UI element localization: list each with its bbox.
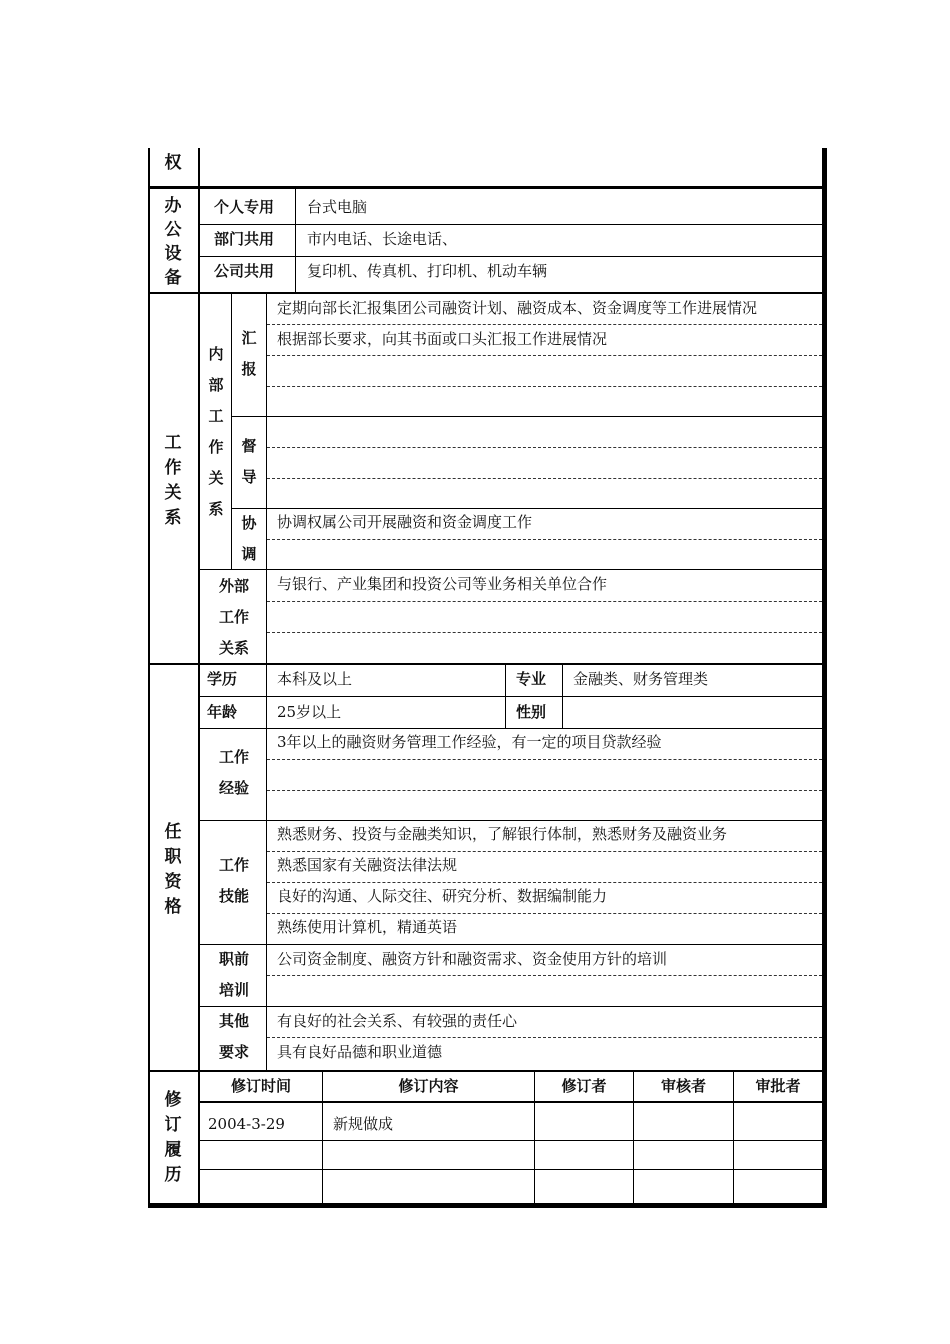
- skills-line: 良好的沟通、人际交往、研究分析、数据编制能力: [277, 887, 608, 905]
- table-left-border: [148, 148, 150, 1208]
- equipment-department-value: 市内电话、长途电话、: [307, 230, 458, 248]
- qualification-row-rule: [200, 696, 822, 697]
- skills-line: 熟悉国家有关融资法律法规: [277, 856, 458, 874]
- training-bottom-rule: [200, 1006, 822, 1007]
- equipment-row-rule: [200, 224, 822, 225]
- dashed-line: [267, 324, 822, 325]
- major-label: 专业: [516, 670, 547, 688]
- skills-line: 熟悉财务、投资与金融类知识，了解银行体制，熟悉财务及融资业务: [277, 825, 728, 843]
- dashed-line: [267, 759, 822, 760]
- skills-label: 工作技能: [218, 856, 249, 905]
- revision-row-rule: [200, 1169, 822, 1170]
- supervise-bottom-rule: [231, 508, 822, 509]
- equipment-personal-value: 台式电脑: [307, 198, 368, 216]
- major-value: 金融类、财务管理类: [573, 670, 709, 688]
- revision-header-reviewer: 审核者: [660, 1077, 706, 1095]
- revision-header-content: 修订内容: [398, 1077, 459, 1095]
- table-bottom-border: [148, 1203, 827, 1208]
- revision-header-reviser: 修订者: [561, 1077, 607, 1095]
- relations-bottom-rule: [148, 663, 822, 665]
- equipment-company-value: 复印机、传真机、打印机、机动车辆: [307, 262, 548, 280]
- dashed-line: [267, 601, 822, 602]
- revision-history-label: 修订履历: [164, 1090, 182, 1185]
- dashed-line: [267, 386, 822, 387]
- dashed-line: [267, 447, 822, 448]
- experience-line: 3年以上的融资财务管理工作经验，有一定的项目贷款经验: [277, 733, 662, 751]
- equipment-department-label: 部门共用: [214, 230, 275, 248]
- revision-header-time: 修订时间: [230, 1077, 291, 1095]
- dashed-line: [267, 355, 822, 356]
- dashed-line: [267, 913, 822, 914]
- qualifications-label: 任职资格: [164, 822, 182, 917]
- external-relations-label: 外部工作关系: [218, 577, 249, 657]
- dashed-line: [267, 851, 822, 852]
- experience-label: 工作经验: [218, 748, 249, 797]
- revision-content: 新规做成: [333, 1115, 394, 1133]
- report-line: 定期向部长汇报集团公司融资计划、融资成本、资金调度等工作进展情况: [277, 299, 758, 317]
- dashed-line: [267, 882, 822, 883]
- report-label: 汇报: [241, 329, 257, 378]
- revision-header-rule: [200, 1101, 822, 1103]
- relations-internal-divider: [231, 294, 232, 569]
- training-label: 职前培训: [218, 950, 249, 999]
- coordinate-label: 协调: [241, 514, 257, 563]
- revision-row-rule: [200, 1140, 822, 1141]
- internal-bottom-rule: [200, 569, 822, 570]
- dashed-line: [267, 478, 822, 479]
- education-label: 学历: [207, 670, 238, 688]
- age-label: 年龄: [207, 703, 238, 721]
- dashed-line: [267, 790, 822, 791]
- table-right-border: [822, 148, 827, 1208]
- skills-bottom-rule: [200, 944, 822, 945]
- category-column-divider: [198, 148, 200, 1203]
- age-value: 25岁以上: [277, 703, 342, 721]
- report-line: 根据部长要求，向其书面或口头汇报工作进展情况: [277, 330, 608, 348]
- experience-bottom-rule: [200, 820, 822, 821]
- gender-label: 性别: [516, 703, 547, 721]
- other-line: 有良好的社会关系、有较强的责任心: [277, 1012, 518, 1030]
- dashed-line: [267, 632, 822, 633]
- dashed-line: [267, 1037, 822, 1038]
- coordinate-line: 协调权属公司开展融资和资金调度工作: [277, 513, 533, 531]
- dashed-line: [267, 975, 822, 976]
- qualifications-bottom-rule: [148, 1070, 822, 1072]
- revision-header-approver: 审批者: [755, 1077, 801, 1095]
- equipment-company-label: 公司共用: [214, 262, 275, 280]
- revision-date: 2004-3-29: [208, 1115, 285, 1133]
- office-equipment-label: 办公设备: [164, 196, 182, 288]
- skills-line: 熟练使用计算机，精通英语: [277, 918, 458, 936]
- external-line: 与银行、产业集团和投资公司等业务相关单位合作: [277, 575, 608, 593]
- work-relations-label: 工作关系: [164, 433, 182, 528]
- equipment-bottom-rule: [148, 292, 822, 294]
- equipment-personal-label: 个人专用: [214, 198, 275, 216]
- report-bottom-rule: [231, 416, 822, 417]
- education-value: 本科及以上: [277, 670, 353, 688]
- dashed-line: [267, 539, 822, 540]
- equipment-column-divider: [295, 189, 296, 292]
- supervise-label: 督导: [241, 437, 257, 486]
- authority-label: 权: [164, 153, 182, 173]
- other-line: 具有良好品德和职业道德: [277, 1043, 443, 1061]
- equipment-row-rule: [200, 256, 822, 257]
- qualification-row-rule: [200, 728, 822, 729]
- training-line: 公司资金制度、融资方针和融资需求、资金使用方针的培训: [277, 950, 668, 968]
- qualification-content-divider: [266, 665, 267, 1071]
- other-requirements-label: 其他要求: [218, 1012, 249, 1061]
- authority-bottom-rule: [148, 186, 822, 189]
- internal-relations-label: 内部工作关系: [208, 345, 224, 518]
